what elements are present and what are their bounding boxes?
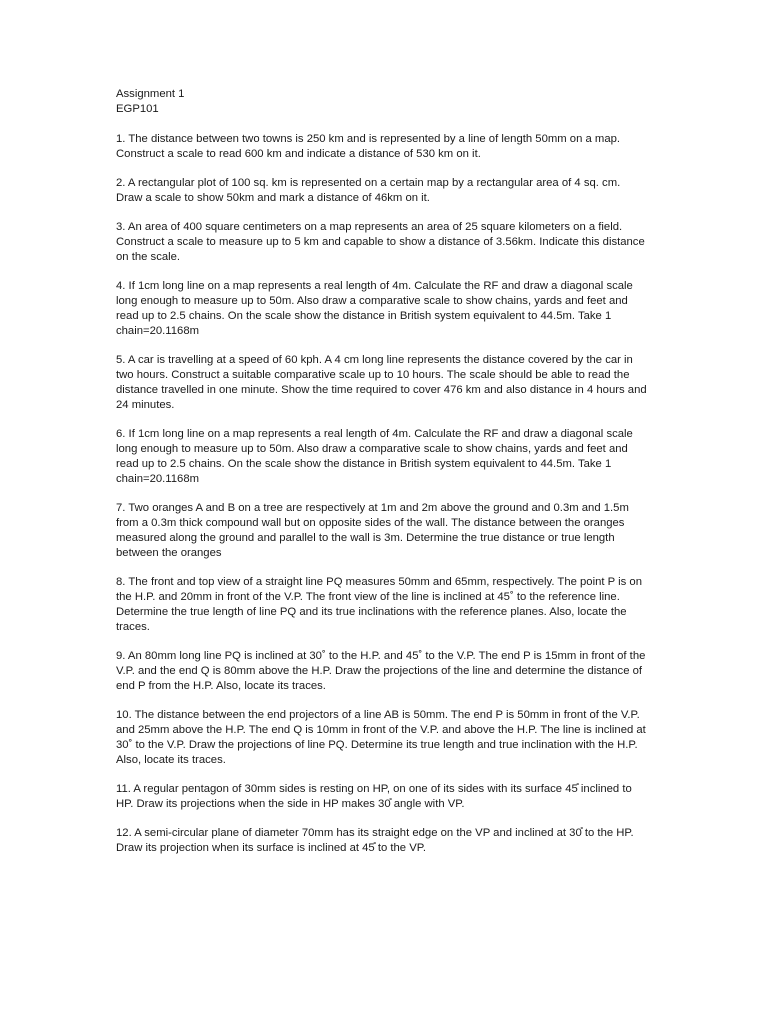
question-4: 4. If 1cm long line on a map represents a real length of 4m. Calculate the RF and draw a diagonal scale long enough to measure up to 50m. Also draw a comparative scale to show chains, yards and feet and read up to 2.5 chains. On the scale show the distance in British system equivalent to 44.5m. Take 1 chain=20.1168m xyxy=(116,280,633,337)
question-5: 5. A car is travelling at a speed of 60 kph. A 4 cm long line represents the distance covered by the car in two hours. Construct a suitable comparative scale up to 10 hours. The scale should be able to read the distance travelled in one minute. Show the time required to cover 476 km and also distance in 4 hours and 24 minutes. xyxy=(116,354,647,411)
question-6: 6. If 1cm long line on a map represents a real length of 4m. Calculate the RF and draw a diagonal scale long enough to measure up to 50m. Also draw a comparative scale to show chains, yards and feet and read up to 2.5 chains. On the scale show the distance in British system equivalent to 44.5m. Take 1 chain=20.1168m xyxy=(116,428,633,485)
question-3: 3. An area of 400 square centimeters on a map represents an area of 25 square kilometers on a field. Construct a scale to measure up to 5 km and capable to show a distance of 3.56km. Indicate this distance on the scale. xyxy=(116,221,645,263)
question-10: 10. The distance between the end projectors of a line AB is 50mm. The end P is 50mm in front of the V.P. and 25mm above the H.P. The end Q is 10mm in front of the V.P. and above the H.P. The line is inclined at 30˚ to the V.P. Draw the projections of line PQ. Determine its true length and true inclination with the H.P. Also, locate its traces. xyxy=(116,709,646,766)
question-8: 8. The front and top view of a straight line PQ measures 50mm and 65mm, respectively. The point P is on the H.P. and 20mm in front of the V.P. The front view of the line is inclined at 45˚ to the reference line. Determine the true length of line PQ and its true inclinations with the reference planes. Also, locate the traces. xyxy=(116,576,642,633)
question-7: 7. Two oranges A and B on a tree are respectively at 1m and 2m above the ground and 0.3m and 1.5m from a 0.3m thick compound wall but on opposite sides of the wall. The distance between the oranges measured along the ground and parallel to the wall is 3m. Determine the true distance or true length between the oranges xyxy=(116,502,629,559)
question-1: 1. The distance between two towns is 250 km and is represented by a line of length 50mm on a map. Construct a scale to read 600 km and indicate a distance of 530 km on it. xyxy=(116,133,621,160)
question-2: 2. A rectangular plot of 100 sq. km is represented on a certain map by a rectangular area of 4 sq. cm. Draw a scale to show 50km and mark a distance of 46km on it. xyxy=(116,177,621,204)
assignment-title: Assignment 1 xyxy=(116,88,185,100)
question-11: 11. A regular pentagon of 30mm sides is resting on HP, on one of its sides with its surface 45̊ inclined to HP. Draw its projections when the side in HP makes 30̊ angle with VP. xyxy=(116,783,632,810)
question-12: 12. A semi-circular plane of diameter 70mm has its straight edge on the VP and inclined at 30̊ to the HP. Draw its projection when its surface is inclined at 45̊ to the VP. xyxy=(116,827,634,854)
question-list xyxy=(116,132,648,856)
course-code: EGP101 xyxy=(116,103,159,115)
document-header xyxy=(116,87,648,117)
question-9: 9. An 80mm long line PQ is inclined at 30˚ to the H.P. and 45˚ to the V.P. The end P is 15mm in front of the V.P. and the end Q is 80mm above the H.P. Draw the projections of the line and determine the distance of end P from the H.P. Also, locate its traces. xyxy=(116,650,646,692)
